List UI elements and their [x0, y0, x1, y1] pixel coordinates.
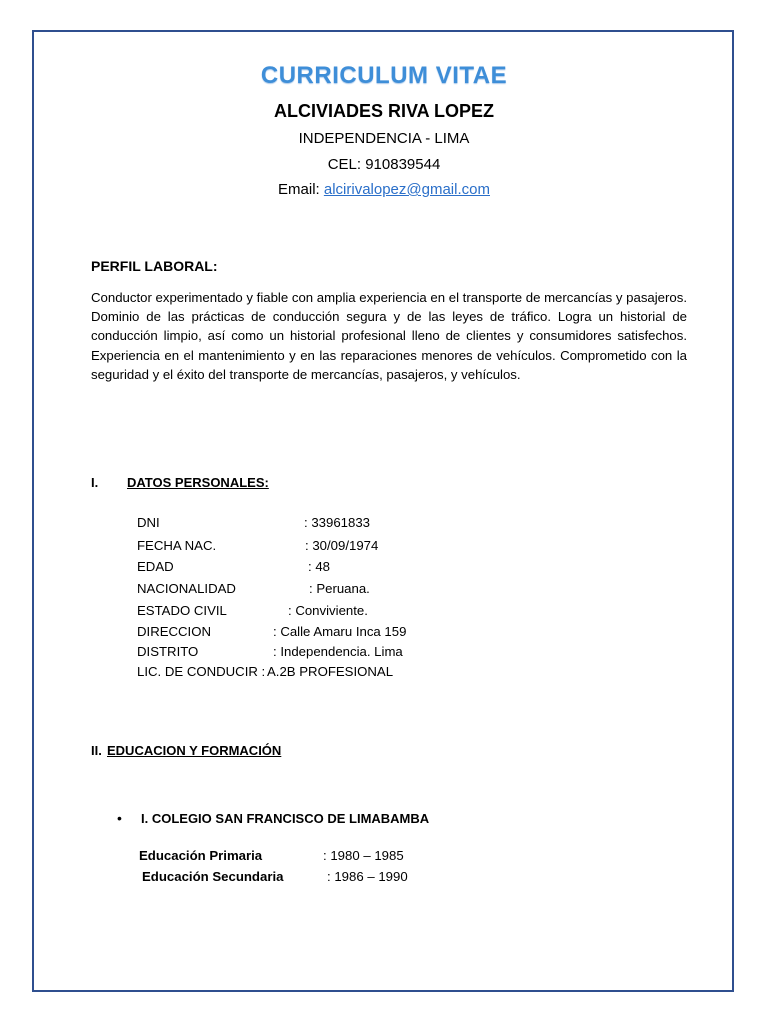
email-line — [0, 181, 768, 198]
personal-value-nacionalidad: : Peruana. — [309, 581, 370, 596]
education-label-primaria: Educación Primaria — [139, 848, 263, 863]
education-label-secundaria: Educación Secundaria — [142, 869, 284, 884]
personal-value-direccion: : Calle Amaru Inca 159 — [273, 624, 407, 639]
personal-label-nacionalidad: NACIONALIDAD — [137, 581, 236, 596]
personal-heading: DATOS PERSONALES: — [127, 475, 269, 490]
personal-label-estado-civil: ESTADO CIVIL — [137, 603, 227, 618]
candidate-address: INDEPENDENCIA - LIMA — [298, 130, 470, 147]
personal-value-licencia: A.2B PROFESIONAL — [267, 664, 394, 679]
education-heading: EDUCACION Y FORMACIÓN — [107, 743, 282, 758]
education-value-secundaria: : 1986 – 1990 — [327, 869, 408, 884]
personal-label-distrito: DISTRITO — [137, 644, 199, 659]
personal-label-edad: EDAD — [137, 559, 174, 574]
personal-label-licencia: LIC. DE CONDUCIR : — [137, 664, 266, 679]
school-name: I. COLEGIO SAN FRANCISCO DE LIMABAMBA — [141, 811, 430, 826]
personal-value-distrito: : Independencia. Lima — [273, 644, 403, 659]
personal-label-direccion: DIRECCION — [137, 624, 211, 639]
profile-text: Conductor experimentado y fiable con amplia experiencia en el transporte de mercancías y pasajeros. Dominio de las prácticas de conducción segura y de las leyes de tráfico. Logra un historial de conducción limpio, así como un historial profesional lleno de clientes y consumidores satisfechos. Experiencia en el mantenimiento y en las reparaciones menores de vehículos. Comprometido con la seguridad y el éxito del transporte de mercancías, pasajeros, y vehículos. — [91, 290, 687, 382]
personal-value-estado-civil: : Conviviente. — [288, 603, 368, 618]
email-label: Email: — [278, 181, 324, 198]
cv-title: CURRICULUM VITAE — [260, 62, 508, 89]
candidate-phone: CEL: 910839544 — [327, 156, 441, 173]
personal-value-dni: : 33961833 — [304, 515, 371, 530]
personal-value-edad: : 48 — [308, 559, 330, 574]
profile-heading: PERFIL LABORAL: — [91, 258, 218, 274]
personal-value-fecha: : 30/09/1974 — [305, 538, 379, 553]
education-value-primaria: : 1980 – 1985 — [323, 848, 404, 863]
personal-label-dni: DNI — [137, 515, 160, 530]
section-number-personal: I. — [91, 475, 99, 490]
candidate-name: ALCIVIADES RIVA LOPEZ — [273, 101, 495, 121]
personal-label-fecha: FECHA NAC. — [137, 538, 217, 553]
bullet-icon: • — [117, 810, 122, 826]
section-number-education: II. — [91, 743, 102, 758]
email-link[interactable]: alcirivalopez@gmail.com — [323, 181, 490, 198]
